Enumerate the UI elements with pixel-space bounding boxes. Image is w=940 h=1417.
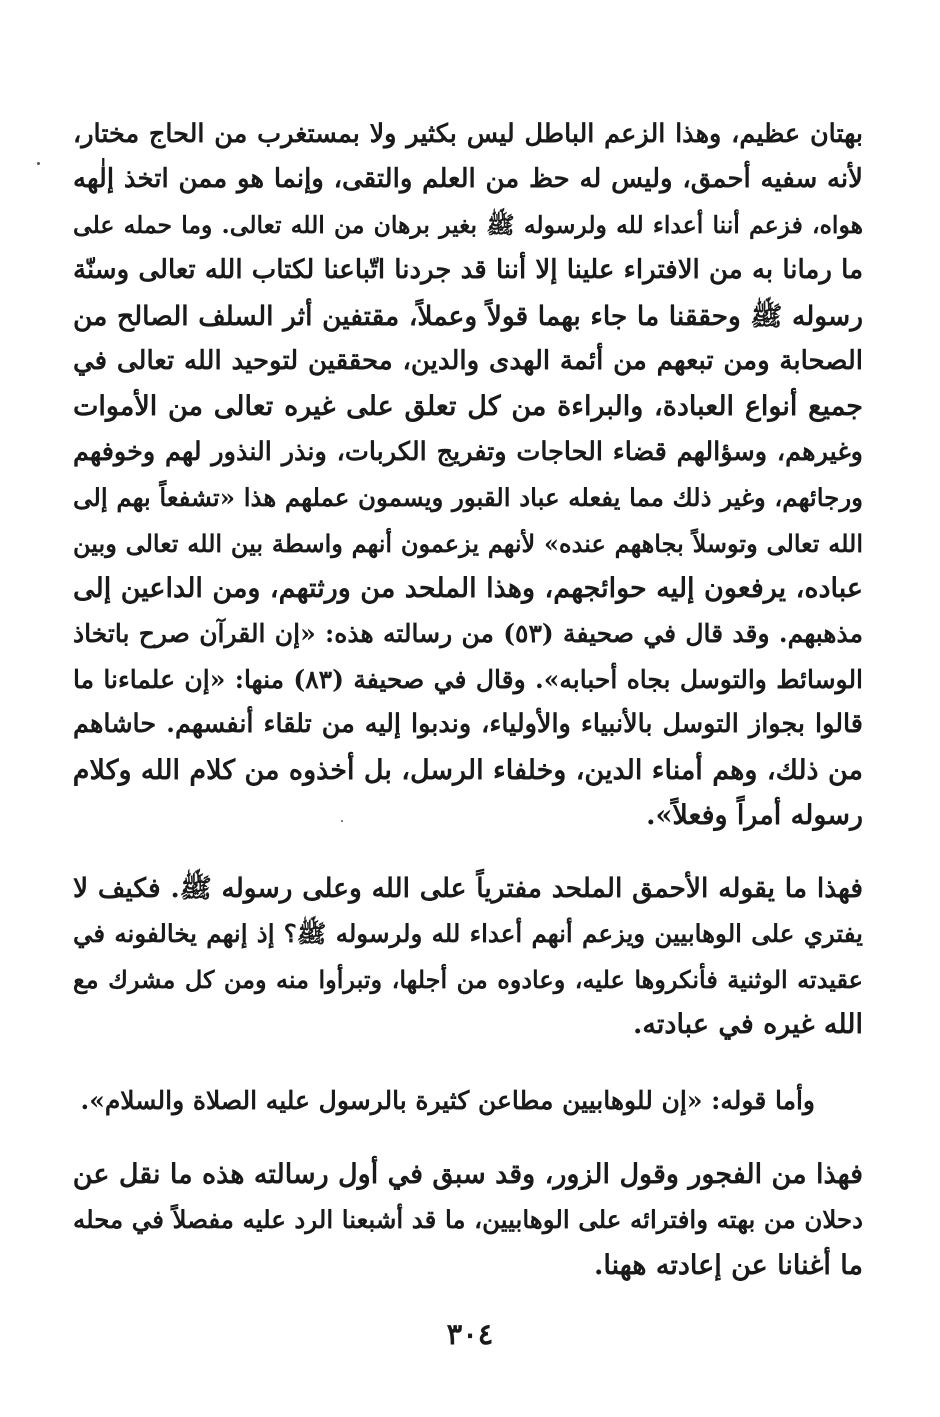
page-number: ٣٠٤ (446, 1317, 494, 1351)
paragraph-4 (73, 1152, 863, 1288)
text-line: فهذا ما يقوله الأحمق الملحد مفترياً على الله وعلى رسوله ﷺ. فكيف لا (73, 873, 863, 904)
text-line: لأنه سفيه أحمق، وليس له حظ من العلم والتقى، وإنما هو ممن اتخذ إلٰهه (73, 164, 863, 195)
text-line: ورجائهم، وغير ذلك مما يفعله عباد القبور ويسمون عملهم هذا «تشفعاً بهم إلى (73, 483, 863, 513)
text-line: مذهبهم. وقد قال في صحيفة (٥٣) من رسالته هذه: «إن القرآن صرح باتخاذ (73, 619, 863, 649)
text-line: بهتان عظيم، وهذا الزعم الباطل ليس بكثير ولا بمستغرب من الحاج مختار، (73, 119, 863, 149)
paragraph-2 (73, 866, 863, 1048)
text-line: الوسائط والتوسل بجاه أحبابه». وقال في صحيفة (٨٣) منها: «إن علماءنا ما (73, 664, 864, 694)
text-line: جميع أنواع العبادة، والبراءة من كل تعلق على غيره تعالى من الأموات (73, 391, 863, 423)
text-line: فهذا من الفجور وقول الزور، وقد سبق في أول رسالته هذه ما نقل عن (72, 1159, 863, 1190)
paragraph-1 (73, 112, 863, 839)
text-line: رسوله ﷺ وحققنا ما جاء بهما قولاً وعملاً، مقتفين أثر السلف الصالح من (73, 300, 863, 332)
text-line: هواه، فزعم أننا أعداء لله ولرسوله ﷺ بغير برهان من الله تعالى. وما حمله على (73, 210, 863, 239)
text-line: وغيرهم، وسؤالهم قضاء الحاجات وتفريج الكربات، ونذر النذور لهم وخوفهم (73, 436, 863, 467)
text-line: الله تعالى وتوسلاً بجاههم عنده» لأنهم يزعمون أنهم واسطة بين الله تعالى وبين (73, 528, 863, 558)
text-line: ما رمانا به من الافتراء علينا إلا أننا قد جردنا اتّباعنا لكتاب الله تعالى وسنّة (73, 255, 863, 286)
text-line: وأما قوله: «إن للوهابيين مطاعن كثيرة بالرسول عليه الصلاة والسلام». (80, 1086, 815, 1115)
text-line: يفتري على الوهابيين ويزعم أنهم أعداء لله ولرسوله ﷺ؟ إذ إنهم يخالفونه في (73, 919, 863, 949)
text-line: قالوا بجواز التوسل بالأنبياء والأولياء، وندبوا إليه من تلقاء أنفسهم. حاشاهم (73, 709, 863, 740)
text-line: عباده، يرفعون إليه حوائجهم، وهذا الملحد من ورثتهم، ومن الداعين إلى (73, 573, 863, 605)
text-line: عقيدته الوثنية فأنكروها عليه، وعادوه من أجلها، وتبرأوا منه ومن كل مشرك مع (73, 964, 863, 994)
text-line: ما أغنانا عن إعادته ههنا. (594, 1249, 863, 1281)
text-line: رسوله أمراً وفعلاً». (646, 800, 863, 832)
text-line: الصحابة ومن تبعهم من أئمة الهدى والدين، محققين لتوحيد الله تعالى في (73, 346, 863, 377)
paragraph-3 (73, 1078, 863, 1123)
text-line: الله غيره في عبادته. (633, 1009, 863, 1041)
scan-speck (37, 162, 40, 165)
text-line: من ذلك، وهم أمناء الدين، وخلفاء الرسل، بل أخذوه من كلام الله وكلام (72, 754, 863, 786)
text-line: دحلان من بهته وافترائه على الوهابيين، ما قد أشبعنا الرد عليه مفصلاً في محله (73, 1205, 863, 1235)
